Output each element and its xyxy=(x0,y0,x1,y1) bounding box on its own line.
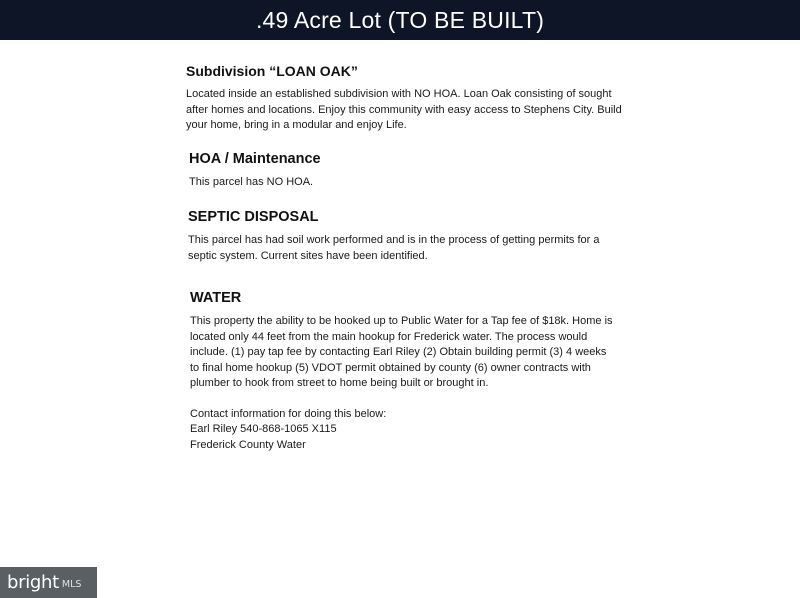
water-contact xyxy=(190,407,618,454)
hoa-heading: HOA / Maintenance xyxy=(189,151,321,167)
page-title: .49 Acre Lot (TO BE BUILT) xyxy=(255,7,545,33)
subdivision-section xyxy=(186,63,626,134)
subdivision-text: Located inside an established subdivision with NO HOA. Loan Oak consisting of sought after homes and locations. Enjoy this community with easy access to Stephens City. Build your home, bring in a modular and enjoy Life. xyxy=(186,88,622,131)
water-section xyxy=(190,290,618,453)
watermark-brand: bright xyxy=(7,572,59,593)
hoa-section xyxy=(189,151,629,191)
subdivision-heading: Subdivision “LOAN OAK” xyxy=(186,63,358,79)
contact-name-phone: Earl Riley 540-868-1065 X115 xyxy=(190,423,337,435)
hoa-text: This parcel has NO HOA. xyxy=(189,176,314,188)
contact-org: Frederick County Water xyxy=(190,438,306,451)
water-text: This property the ability to be hooked up to Public Water for a Tap fee of $18k. Home is located only 44 feet from the main hookup for Frederick water. The process would include. (1) pay tap fee by contacting Earl Riley (2) Obtain building permit (3) 4 weeks to final home hookup (5) VDOT permit obtained by county (6) owner contracts with plumber to hook from street to home being built or brought in. xyxy=(190,315,613,389)
septic-text: This parcel has had soil work performed and is in the process of getting permits for a septic system. Current sites have been identified. xyxy=(188,234,600,262)
septic-section xyxy=(188,209,616,264)
septic-heading: SEPTIC DISPOSAL xyxy=(188,209,319,225)
watermark-suffix: MLS xyxy=(61,579,82,590)
contact-intro: Contact information for doing this below: xyxy=(190,407,387,420)
title-bar xyxy=(0,0,800,40)
water-heading: WATER xyxy=(190,290,242,306)
bright-mls-watermark xyxy=(0,567,97,598)
